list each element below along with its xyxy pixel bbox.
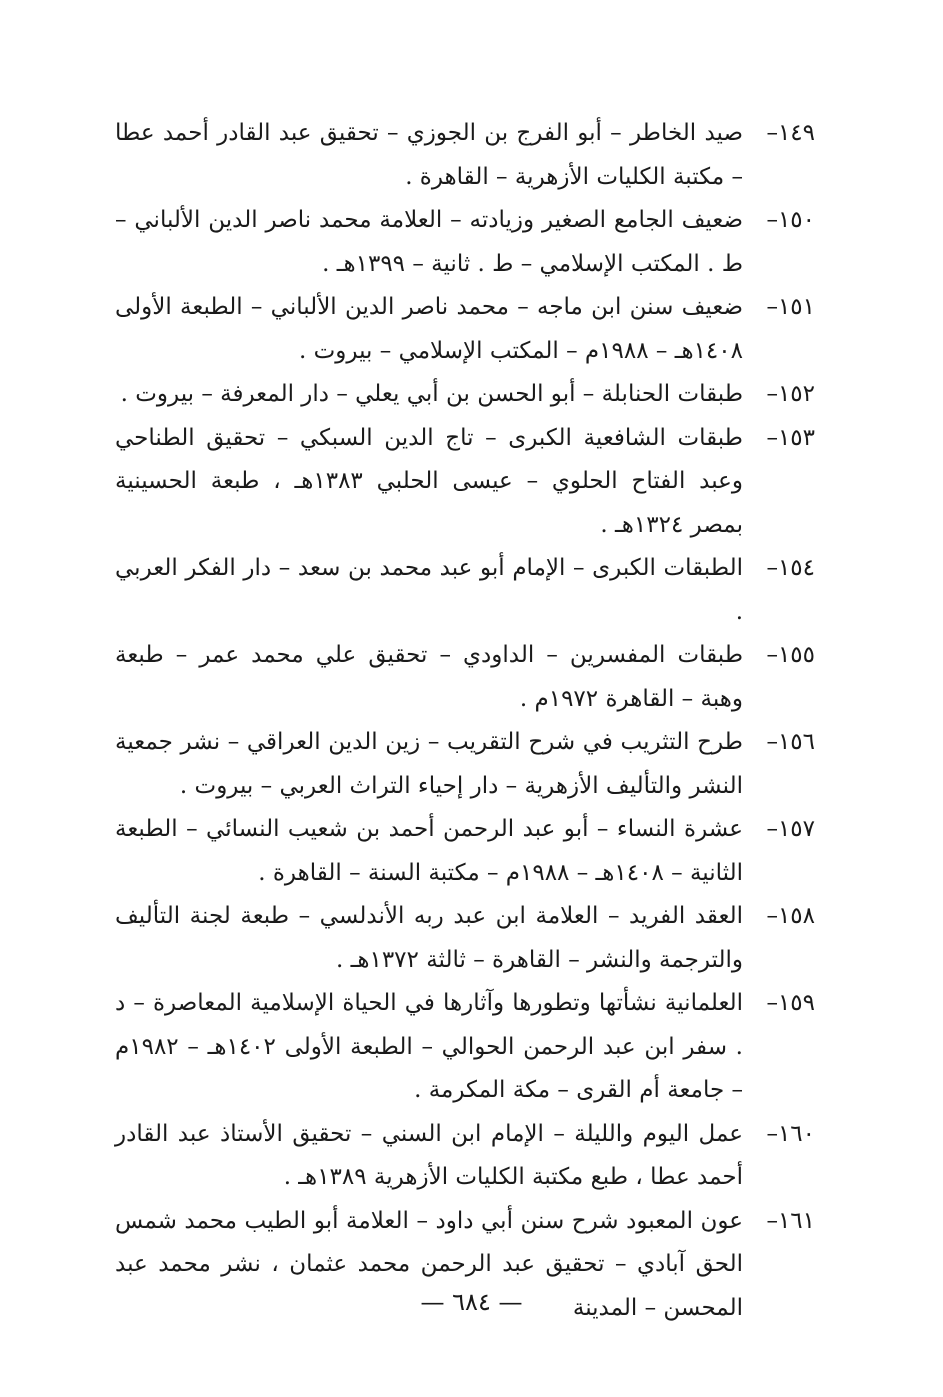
bibliography-entry-156 (115, 721, 815, 808)
bibliography-entry-151 (115, 286, 815, 373)
entry-number: ١٥٨– (766, 903, 815, 929)
bibliography-entry-157 (115, 808, 815, 895)
entry-text: طرح التثريب في شرح التقريب – زين الدين العراقي – نشر جمعية النشر والتأليف الأزهرية – دار إحياء التراث العربي – بيروت . (115, 729, 743, 799)
entry-text: العقد الفريد – العلامة ابن عبد ربه الأندلسي – طبعة لجنة التأليف والترجمة والنشر – القاهرة – ثالثة ١٣٧٢هـ . (115, 903, 743, 973)
entry-text: عمل اليوم والليلة – الإمام ابن السني – تحقيق الأستاذ عبد القادر أحمد عطا ، طبع مكتبة الكليات الأزهرية ١٣٨٩هـ . (115, 1120, 743, 1190)
entry-number: ١٦١– (766, 1207, 815, 1234)
entry-number: ١٥٤– (766, 555, 815, 581)
bibliography-entry-149 (115, 112, 815, 199)
entry-number: ١٥٠– (766, 207, 815, 233)
bibliography-entry-152 (115, 373, 815, 417)
entry-number: ١٥٢– (766, 381, 815, 407)
entry-text: الطبقات الكبرى – الإمام أبو عبد محمد بن سعد – دار الفكر العربي . (115, 555, 743, 625)
entry-text: ضعيف الجامع الصغير وزيادته – العلامة محمد ناصر الدين الألباني – ط . المكتب الإسلامي – ط . ثانية – ١٣٩٩هـ . (115, 207, 743, 277)
entry-text: عون المعبود شرح سنن أبي داود – العلامة أبو الطيب محمد شمس الحق آبادي – تحقيق عبد الرحمن محمد عثمان ، نشر محمد عبد المحسن – المدينة (115, 1207, 743, 1321)
entry-number: ١٥٥– (766, 642, 815, 668)
entry-number: ١٤٩– (766, 120, 815, 146)
bibliography-entry-150 (115, 199, 815, 286)
entry-number: ١٥٣– (766, 424, 815, 451)
entry-number: ١٥٧– (766, 816, 815, 842)
bibliography-entry-158 (115, 895, 815, 982)
entry-text: عشرة النساء – أبو عبد الرحمن أحمد بن شعيب النسائي – الطبعة الثانية – ١٤٠٨هـ – ١٩٨٨م – مكتبة السنة – القاهرة . (115, 816, 743, 886)
bibliography-entry-160 (115, 1113, 815, 1200)
entry-text: طبقات الحنابلة – أبو الحسن بن أبي يعلي – دار المعرفة – بيروت . (120, 381, 743, 407)
bibliography-list (115, 112, 815, 1330)
entry-text: طبقات المفسرين – الداودي – تحقيق علي محمد عمر – طبعة وهبة – القاهرة ١٩٧٢م . (115, 642, 743, 712)
bibliography-entry-159 (115, 982, 815, 1113)
entry-number: ١٥٩– (766, 990, 815, 1016)
bibliography-entry-155 (115, 634, 815, 721)
entry-text: العلمانية نشأتها وتطورها وآثارها في الحياة الإسلامية المعاصرة – د . سفر ابن عبد الرحمن الحوالي – الطبعة الأولى ١٤٠٢هـ – ١٩٨٢م – جامعة أم القرى – مكة المكرمة . (115, 990, 743, 1103)
bibliography-entry-153 (115, 417, 815, 548)
page-number: — ٦٨٤ — (420, 1288, 523, 1316)
entry-text: ضعيف سنن ابن ماجه – محمد ناصر الدين الألباني – الطبعة الأولى ١٤٠٨هـ – ١٩٨٨م – المكتب الإسلامي – بيروت . (115, 294, 743, 364)
entry-number: ١٥٦– (766, 729, 815, 755)
entry-text: صيد الخاطر – أبو الفرج بن الجوزي – تحقيق عبد القادر أحمد عطا – مكتبة الكليات الأزهرية – القاهرة . (115, 120, 743, 190)
entry-number: ١٦٠– (766, 1120, 815, 1147)
entry-text: طبقات الشافعية الكبرى – تاج الدين السبكي – تحقيق الطناحي وعبد الفتاح الحلوي – عيسى الحلبي ١٣٨٣هـ ، طبعة الحسينية بمصر ١٣٢٤هـ . (115, 424, 744, 538)
bibliography-entry-154 (115, 547, 815, 634)
entry-number: ١٥١– (766, 294, 815, 320)
